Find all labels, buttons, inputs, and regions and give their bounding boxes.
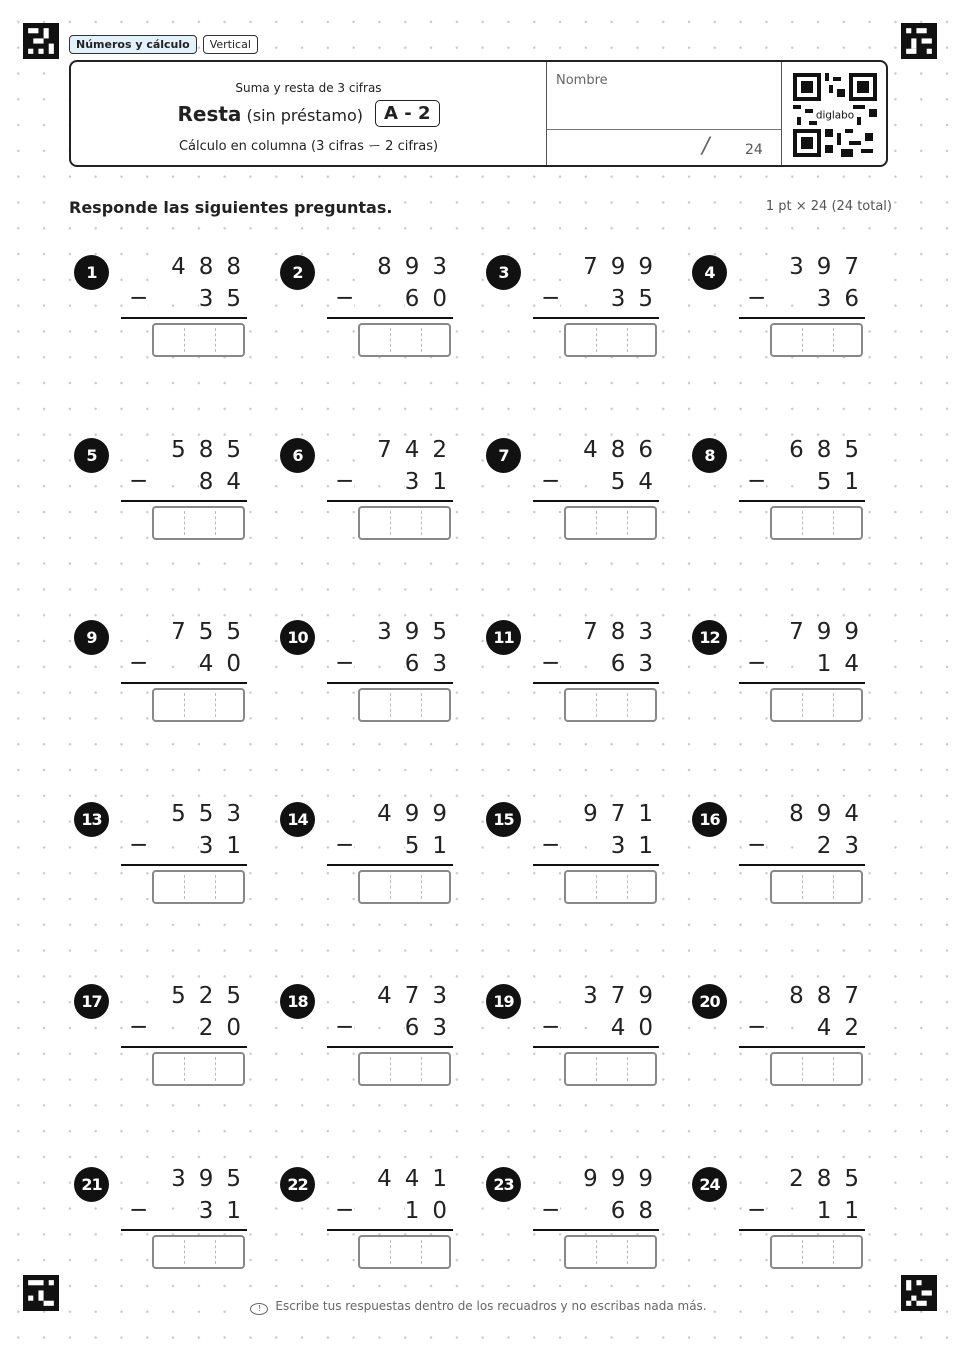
minus-sign: − [747, 1197, 767, 1223]
minuend: 486 [583, 437, 666, 463]
subtrahend: 20 [198, 1015, 254, 1041]
name-score-section [547, 62, 782, 165]
answer-box[interactable] [770, 506, 863, 540]
subtrahend: 35 [610, 286, 666, 312]
problem-item [275, 969, 470, 1099]
minus-sign: − [541, 468, 561, 494]
sum-line [121, 317, 247, 319]
sum-line [327, 864, 453, 866]
sum-line [327, 682, 453, 684]
answer-box[interactable] [152, 688, 245, 722]
sum-line [533, 500, 659, 502]
subtrahend: 31 [198, 833, 254, 859]
problem-item [69, 240, 264, 370]
minuend: 379 [583, 983, 666, 1009]
minus-sign: − [129, 468, 149, 494]
minus-sign: − [747, 832, 767, 858]
minuend: 999 [583, 1166, 666, 1192]
sum-line [533, 1046, 659, 1048]
category-tag: Números y cálculo [69, 35, 197, 54]
minus-sign: − [541, 1197, 561, 1223]
instruction-text: Responde las siguientes preguntas. [69, 198, 396, 217]
subtrahend: 42 [816, 1015, 872, 1041]
problem-item [69, 969, 264, 1099]
points-note: 1 pt × 24 (24 total) [762, 199, 892, 214]
answer-box[interactable] [770, 323, 863, 357]
name-divider [547, 129, 781, 130]
info-icon: ! [250, 1303, 268, 1315]
subtrahend: 51 [404, 833, 460, 859]
problem-item [481, 969, 676, 1099]
problem-number-badge: 3 [486, 255, 521, 290]
answer-box[interactable] [564, 1052, 657, 1086]
minus-sign: − [335, 650, 355, 676]
problem-item [275, 787, 470, 917]
worksheet-title-group [177, 102, 363, 126]
problem-number-badge: 13 [74, 802, 109, 837]
problem-item [687, 240, 882, 370]
minuend: 285 [789, 1166, 872, 1192]
problem-number-badge: 11 [486, 620, 521, 655]
subtrahend: 31 [610, 833, 666, 859]
subtrahend: 60 [404, 286, 460, 312]
sum-line [533, 864, 659, 866]
problem-item [69, 1152, 264, 1282]
answer-box[interactable] [358, 688, 451, 722]
minuend: 799 [789, 619, 872, 645]
minus-sign: − [129, 650, 149, 676]
problem-item [687, 605, 882, 735]
answer-box[interactable] [152, 323, 245, 357]
minuend: 742 [377, 437, 460, 463]
sum-line [327, 317, 453, 319]
answer-box[interactable] [358, 1052, 451, 1086]
worksheet-code: A - 2 [375, 100, 439, 127]
sum-line [533, 1229, 659, 1231]
minuend: 395 [377, 619, 460, 645]
problem-item [481, 423, 676, 553]
minuend: 553 [171, 801, 254, 827]
problem-item [275, 240, 470, 370]
problem-item [481, 240, 676, 370]
problem-number-badge: 22 [280, 1167, 315, 1202]
worksheet-title: Resta [177, 101, 242, 126]
answer-box[interactable] [564, 1235, 657, 1269]
minus-sign: − [129, 1197, 149, 1223]
minus-sign: − [129, 285, 149, 311]
problem-number-badge: 9 [74, 620, 109, 655]
answer-box[interactable] [358, 506, 451, 540]
sum-line [327, 500, 453, 502]
sum-line [739, 500, 865, 502]
worksheet-subtitle: Suma y resta de 3 cifras [235, 81, 382, 95]
minus-sign: − [541, 1014, 561, 1040]
subtrahend: 54 [610, 469, 666, 495]
problem-number-badge: 6 [280, 438, 315, 473]
answer-box[interactable] [152, 870, 245, 904]
sum-line [121, 682, 247, 684]
minus-sign: − [541, 832, 561, 858]
subtrahend: 14 [816, 651, 872, 677]
minuend: 755 [171, 619, 254, 645]
minus-sign: − [335, 285, 355, 311]
problem-number-badge: 8 [692, 438, 727, 473]
minus-sign: − [129, 1014, 149, 1040]
subtrahend: 36 [816, 286, 872, 312]
problem-number-badge: 16 [692, 802, 727, 837]
minus-sign: − [747, 468, 767, 494]
subtrahend: 40 [610, 1015, 666, 1041]
problem-number-badge: 23 [486, 1167, 521, 1202]
answer-box[interactable] [564, 870, 657, 904]
problem-item [687, 1152, 882, 1282]
problem-item [687, 969, 882, 1099]
problem-item [69, 423, 264, 553]
title-row [71, 100, 546, 127]
minus-sign: − [335, 1014, 355, 1040]
answer-box[interactable] [358, 323, 451, 357]
answer-box[interactable] [770, 870, 863, 904]
sum-line [121, 864, 247, 866]
answer-box[interactable] [358, 870, 451, 904]
problem-item [481, 605, 676, 735]
answer-box[interactable] [564, 506, 657, 540]
subtrahend: 40 [198, 651, 254, 677]
worksheet-header [69, 60, 888, 167]
problem-number-badge: 7 [486, 438, 521, 473]
answer-box[interactable] [152, 1052, 245, 1086]
problem-number-badge: 10 [280, 620, 315, 655]
score-total: 24 [745, 142, 763, 158]
sum-line [739, 682, 865, 684]
sum-line [739, 317, 865, 319]
minuend: 441 [377, 1166, 460, 1192]
subtrahend: 10 [404, 1198, 460, 1224]
minuend: 783 [583, 619, 666, 645]
minuend: 499 [377, 801, 460, 827]
problem-item [275, 1152, 470, 1282]
minus-sign: − [335, 1197, 355, 1223]
minuend: 685 [789, 437, 872, 463]
answer-box[interactable] [770, 1235, 863, 1269]
sum-line [533, 682, 659, 684]
minuend: 799 [583, 254, 666, 280]
format-tag: Vertical [203, 35, 258, 54]
minus-sign: − [129, 832, 149, 858]
problem-number-badge: 15 [486, 802, 521, 837]
problem-item [687, 787, 882, 917]
answer-box[interactable] [152, 506, 245, 540]
problem-number-badge: 14 [280, 802, 315, 837]
answer-box[interactable] [564, 688, 657, 722]
minus-sign: − [747, 650, 767, 676]
minuend: 894 [789, 801, 872, 827]
sum-line [739, 864, 865, 866]
subtrahend: 35 [198, 286, 254, 312]
subtrahend: 31 [404, 469, 460, 495]
problem-item [687, 423, 882, 553]
category-tags [69, 35, 258, 54]
subtrahend: 11 [816, 1198, 872, 1224]
minus-sign: − [747, 1014, 767, 1040]
minuend: 585 [171, 437, 254, 463]
problem-number-badge: 21 [74, 1167, 109, 1202]
qr-caption: diglabo [815, 109, 855, 122]
minuend: 971 [583, 801, 666, 827]
answer-box[interactable] [564, 323, 657, 357]
minuend: 473 [377, 983, 460, 1009]
corner-marker-top-left [23, 23, 59, 59]
subtrahend: 84 [198, 469, 254, 495]
sum-line [739, 1229, 865, 1231]
sum-line [121, 1229, 247, 1231]
corner-marker-top-right [901, 23, 937, 59]
sum-line [327, 1046, 453, 1048]
minuend: 395 [171, 1166, 254, 1192]
minuend: 397 [789, 254, 872, 280]
footer-text: Escribe tus respuestas dentro de los recuadros y no escribas nada más. [272, 1299, 709, 1313]
problem-number-badge: 19 [486, 984, 521, 1019]
problem-number-badge: 1 [74, 255, 109, 290]
problem-item [481, 1152, 676, 1282]
subtrahend: 51 [816, 469, 872, 495]
problem-number-badge: 17 [74, 984, 109, 1019]
problem-number-badge: 12 [692, 620, 727, 655]
problem-number-badge: 5 [74, 438, 109, 473]
score-slash: / [702, 134, 710, 159]
problem-item [481, 787, 676, 917]
problem-number-badge: 18 [280, 984, 315, 1019]
footer-note [0, 1299, 960, 1315]
minuend: 488 [171, 254, 254, 280]
minus-sign: − [335, 468, 355, 494]
minuend: 525 [171, 983, 254, 1009]
sum-line [121, 500, 247, 502]
subtrahend: 31 [198, 1198, 254, 1224]
problem-item [275, 423, 470, 553]
problem-number-badge: 20 [692, 984, 727, 1019]
name-label: Nombre [556, 73, 608, 88]
problem-item [69, 605, 264, 735]
subtrahend: 63 [404, 651, 460, 677]
answer-box[interactable] [152, 1235, 245, 1269]
answer-box[interactable] [770, 688, 863, 722]
subtrahend: 23 [816, 833, 872, 859]
worksheet-title-qualifier: (sin préstamo) [246, 105, 364, 125]
minus-sign: − [335, 832, 355, 858]
subtrahend: 63 [404, 1015, 460, 1041]
minus-sign: − [747, 285, 767, 311]
worksheet-description: Cálculo en columna (3 cifras ー 2 cifras) [178, 139, 439, 154]
minus-sign: − [541, 285, 561, 311]
answer-box[interactable] [358, 1235, 451, 1269]
problem-number-badge: 2 [280, 255, 315, 290]
sum-line [121, 1046, 247, 1048]
subtrahend: 63 [610, 651, 666, 677]
title-section [71, 62, 547, 165]
problem-item [275, 605, 470, 735]
sum-line [739, 1046, 865, 1048]
problem-item [69, 787, 264, 917]
sum-line [533, 317, 659, 319]
minus-sign: − [541, 650, 561, 676]
problem-number-badge: 24 [692, 1167, 727, 1202]
minuend: 893 [377, 254, 460, 280]
minuend: 887 [789, 983, 872, 1009]
problem-number-badge: 4 [692, 255, 727, 290]
sum-line [327, 1229, 453, 1231]
subtrahend: 68 [610, 1198, 666, 1224]
answer-box[interactable] [770, 1052, 863, 1086]
qr-code-icon [793, 73, 877, 157]
